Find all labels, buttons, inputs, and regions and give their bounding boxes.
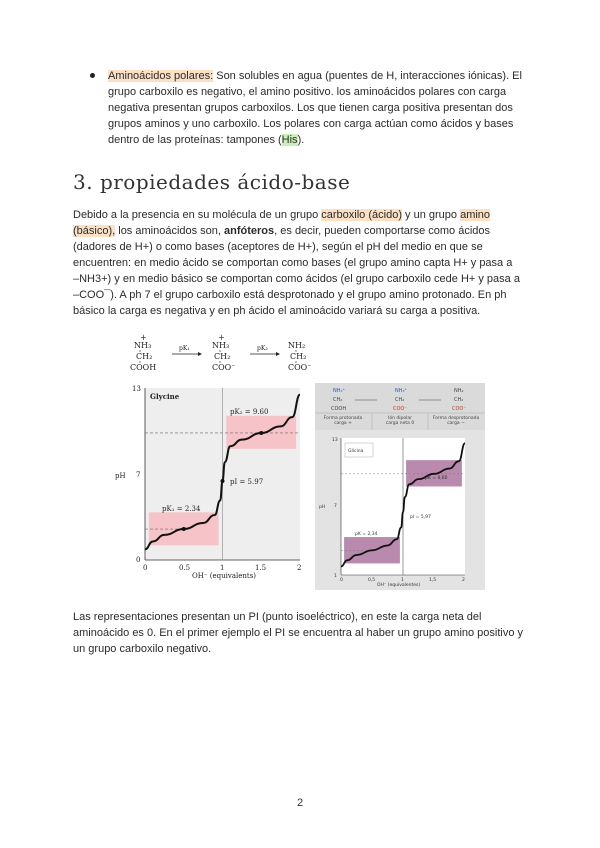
species-1-ch2: CH₂ — [136, 352, 153, 361]
svg-text:CH₂: CH₂ — [333, 397, 343, 403]
y-tick: 13 — [132, 385, 141, 393]
his-highlight: His — [281, 134, 298, 146]
species-3-amine: NH₂ — [288, 341, 306, 350]
glicina-titration-figure — [315, 383, 485, 590]
chart-title: Glycine — [150, 392, 180, 401]
svg-text:COOH: COOH — [331, 406, 347, 412]
page-number: 2 — [296, 797, 304, 809]
species-2-amine: NH₃⁺ — [395, 388, 408, 394]
glycine-titration-figure — [112, 328, 312, 580]
glycine-chart — [115, 385, 301, 580]
x-tick: 0.5 — [179, 564, 191, 572]
species-3-ch2: CH₂ — [290, 352, 307, 361]
svg-text:CH₂: CH₂ — [395, 397, 405, 403]
svg-text:2: 2 — [462, 578, 465, 583]
x-tick: 2 — [297, 564, 302, 572]
pi-point — [221, 479, 225, 483]
species-3-amine: NH₂ — [454, 388, 464, 394]
species-charge: + — [140, 333, 147, 342]
pk1-point — [182, 527, 186, 531]
y-tick: 0 — [136, 556, 141, 564]
arrow-2-label: pK₂ — [257, 345, 268, 352]
svg-text:+: + — [218, 333, 225, 342]
species-1-amine: NH₃ — [134, 341, 152, 350]
svg-text:0: 0 — [340, 578, 343, 583]
pk1-label: pK₁ = 2.34 — [162, 505, 201, 513]
pk1-label: pK = 2,34 — [355, 532, 378, 537]
y-tick: 7 — [136, 471, 141, 479]
y-axis-label: pH — [115, 472, 126, 480]
bullet-dot — [90, 73, 95, 78]
glicina-chart — [319, 437, 465, 588]
species-1-amine: NH₃⁺ — [333, 388, 346, 394]
section-title: 3. propiedades ácido-base — [73, 170, 351, 194]
caption-protonated: Forma protonada carga + — [323, 416, 363, 426]
species-3-carboxyl: COO⁻ — [288, 363, 312, 372]
species-2-amine: NH₃ — [212, 341, 230, 350]
arrow-1-label: pK₁ — [179, 345, 190, 352]
species-1-carboxyl: COOH — [130, 363, 157, 372]
term-highlight: Aminoácidos polares: — [108, 70, 214, 82]
svg-text:7: 7 — [334, 504, 337, 509]
species-2-ch2: CH₂ — [214, 352, 231, 361]
svg-text:COO⁻: COO⁻ — [452, 406, 467, 412]
svg-text:1,5: 1,5 — [429, 578, 437, 583]
svg-text:13: 13 — [332, 438, 338, 443]
y-axis-label: pH — [319, 505, 326, 510]
caption-zwitterion: Ión dipolar carga neta 0 — [385, 416, 415, 426]
x-tick: 0 — [143, 564, 148, 572]
pk2-label: pK₂ = 9.60 — [230, 408, 269, 416]
pk2-label: pK = 9,60 — [425, 476, 448, 481]
x-tick: 1 — [220, 564, 225, 572]
svg-text:CH₂: CH₂ — [454, 397, 464, 403]
bullet-paragraph: Aminoácidos polares: Son solubles en agua (puentes de H, interacciones iónicas). El grupo carboxilo es negativo, el amino positivo. los aminoácidos polares con carga negativa presentan grupos carboxilos. Los que tienen carga positiva presentan dos grupos aminos y uno carboxilo. Los polares con carga actúan como ácidos y bases dentro de las proteínas: tampones (His). — [108, 70, 522, 146]
x-tick: 1.5 — [255, 564, 267, 572]
legend-text: Glicina — [348, 449, 364, 454]
paragraph-isoelectric: Las representaciones presentan un PI (punto isoeléctrico), en este la carga neta del aminoácido es 0. En el primer ejemplo el PI se encuentra al haber un grupo amino positivo y un grupo carboxilo negativo. — [73, 611, 524, 655]
pi-label: pI = 5,97 — [410, 515, 431, 520]
x-axis-label: OH⁻ (equivalents) — [192, 572, 257, 580]
svg-text:1: 1 — [334, 574, 337, 579]
svg-text:0,5: 0,5 — [368, 578, 376, 583]
pk2-point — [259, 431, 263, 435]
caption-deprotonated: Forma desprotonada carga − — [432, 416, 480, 426]
species-2-carboxyl: COO⁻ — [212, 363, 236, 372]
x-axis-label: OH⁻ (equivalentes) — [377, 583, 421, 588]
pi-label: pI = 5.97 — [230, 478, 264, 486]
svg-text:1: 1 — [401, 578, 404, 583]
paragraph-acid-base: Debido a la presencia en su molécula de un grupo carboxilo (ácido) y un grupo amino (básico), los aminoácidos son, anfóteros, es decir, pueden comportarse como ácidos (dadores de H+) o como bases (aceptores de H+), según el pH del medio en que se encuentren: en medio ácido se comportan como bases (el grupo amino capta H+ y pasa a –NH3+) y en medio básico se comportan como ácidos (el grupo carboxilo cede H+ y pasa a –COO¯). A ph 7 el grupo carboxilo está desprotonado y el grupo amino protonado. En ph básico la carga es negativa y en ph ácido el aminoácido variará su carga a positiva. — [73, 209, 520, 317]
svg-text:COO⁻: COO⁻ — [393, 406, 408, 412]
